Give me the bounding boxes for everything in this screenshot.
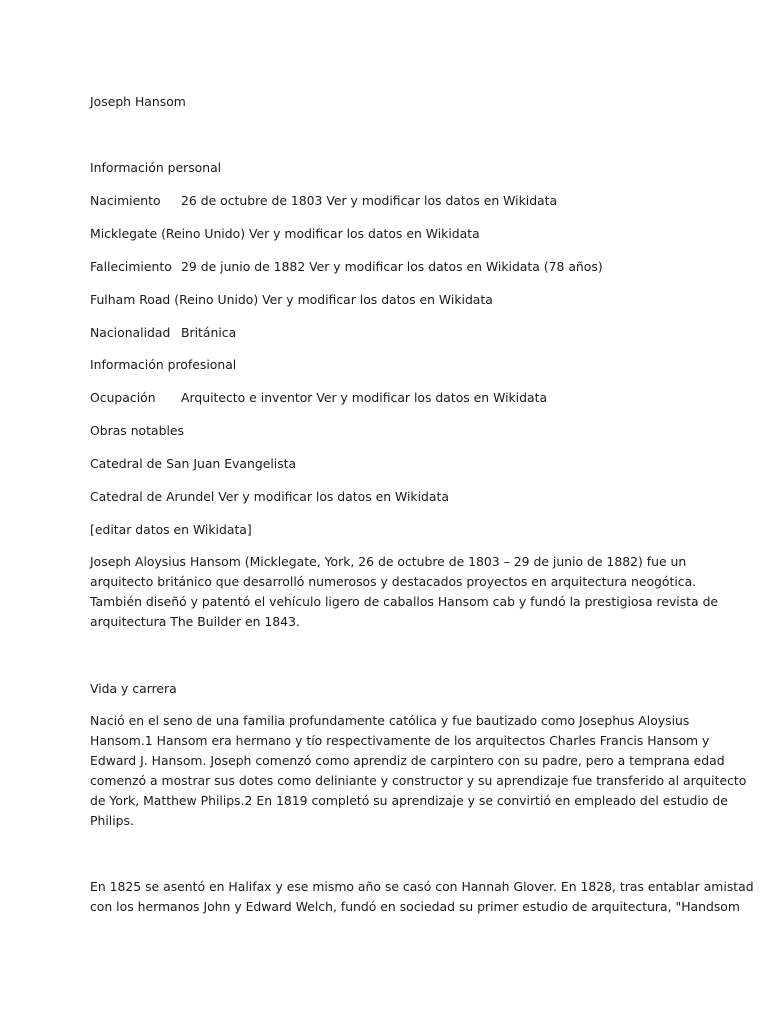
intro-line: También diseñó y patentó el vehículo ligero de caballos Hansom cab y fundó la prestigiosa revista de — [90, 594, 719, 610]
death-place: Fulham Road (Reino Unido) Ver y modificar los datos en Wikidata — [90, 292, 493, 307]
bio-line: Hansom.1 Hansom era hermano y tío respectivamente de los arquitectos Charles Francis Hansom y — [90, 733, 710, 749]
nationality-label: Nacionalidad — [90, 325, 171, 340]
page-title: Joseph Hansom — [90, 94, 186, 109]
intro-line: arquitecto británico que desarrolló numerosos y destacados proyectos en arquitectura neogótica. — [90, 574, 697, 590]
occupation-row — [90, 388, 547, 408]
personal-info-heading: Información personal — [90, 160, 222, 175]
occupation-label: Ocupación — [90, 390, 156, 405]
birth-place: Micklegate (Reino Unido) Ver y modificar los datos en Wikidata — [90, 226, 480, 241]
birth-value: 26 de octubre de 1803 Ver y modificar los datos en Wikidata — [181, 193, 558, 208]
intro-paragraph — [90, 552, 719, 632]
death-label: Fallecimiento — [90, 259, 172, 274]
halifax-line: con los hermanos John y Edward Welch, fundó en sociedad su primer estudio de arquitectura, "Handsom — [90, 899, 740, 915]
bio-line: de York, Matthew Philips.2 En 1819 completó su aprendizaje y se convirtió en empleado del estudio de — [90, 793, 728, 809]
professional-info-heading: Información profesional — [90, 357, 237, 372]
section-heading: Vida y carrera — [90, 681, 177, 696]
notable-works-heading: Obras notables — [90, 423, 184, 438]
edit-wikidata-link[interactable]: [editar datos en Wikidata] — [90, 522, 252, 537]
nationality-value: Británica — [181, 325, 237, 340]
bio-line: Edward J. Hansom. Joseph comenzó como aprendiz de carpintero con su padre, pero a temprana edad — [90, 753, 725, 769]
intro-line: arquitectura The Builder en 1843. — [90, 614, 300, 630]
death-row — [90, 257, 603, 277]
birth-label: Nacimiento — [90, 193, 161, 208]
bio-line: Nació en el seno de una familia profundamente católica y fue bautizado como Josephus Aloysius — [90, 713, 690, 728]
bio-paragraph — [90, 711, 747, 832]
birth-row — [90, 191, 557, 211]
notable-work-2: Catedral de Arundel Ver y modificar los datos en Wikidata — [90, 489, 449, 504]
bio-line: Philips. — [90, 813, 134, 829]
halifax-line: En 1825 se asentó en Halifax y ese mismo año se casó con Hannah Glover. En 1828, tras entablar amistad — [90, 879, 754, 894]
death-value: 29 de junio de 1882 Ver y modificar los datos en Wikidata (78 años) — [181, 259, 603, 274]
bio-line: comenzó a mostrar sus dotes como deliniante y constructor y su aprendizaje fue transferido al arquitecto — [90, 773, 747, 789]
nationality-row — [90, 323, 236, 343]
halifax-paragraph — [90, 877, 754, 917]
occupation-value: Arquitecto e inventor Ver y modificar los datos en Wikidata — [181, 390, 548, 405]
intro-line: Joseph Aloysius Hansom (Micklegate, York, 26 de octubre de 1803 – 29 de junio de 1882) fue un — [90, 554, 687, 569]
notable-work-1: Catedral de San Juan Evangelista — [90, 456, 297, 471]
